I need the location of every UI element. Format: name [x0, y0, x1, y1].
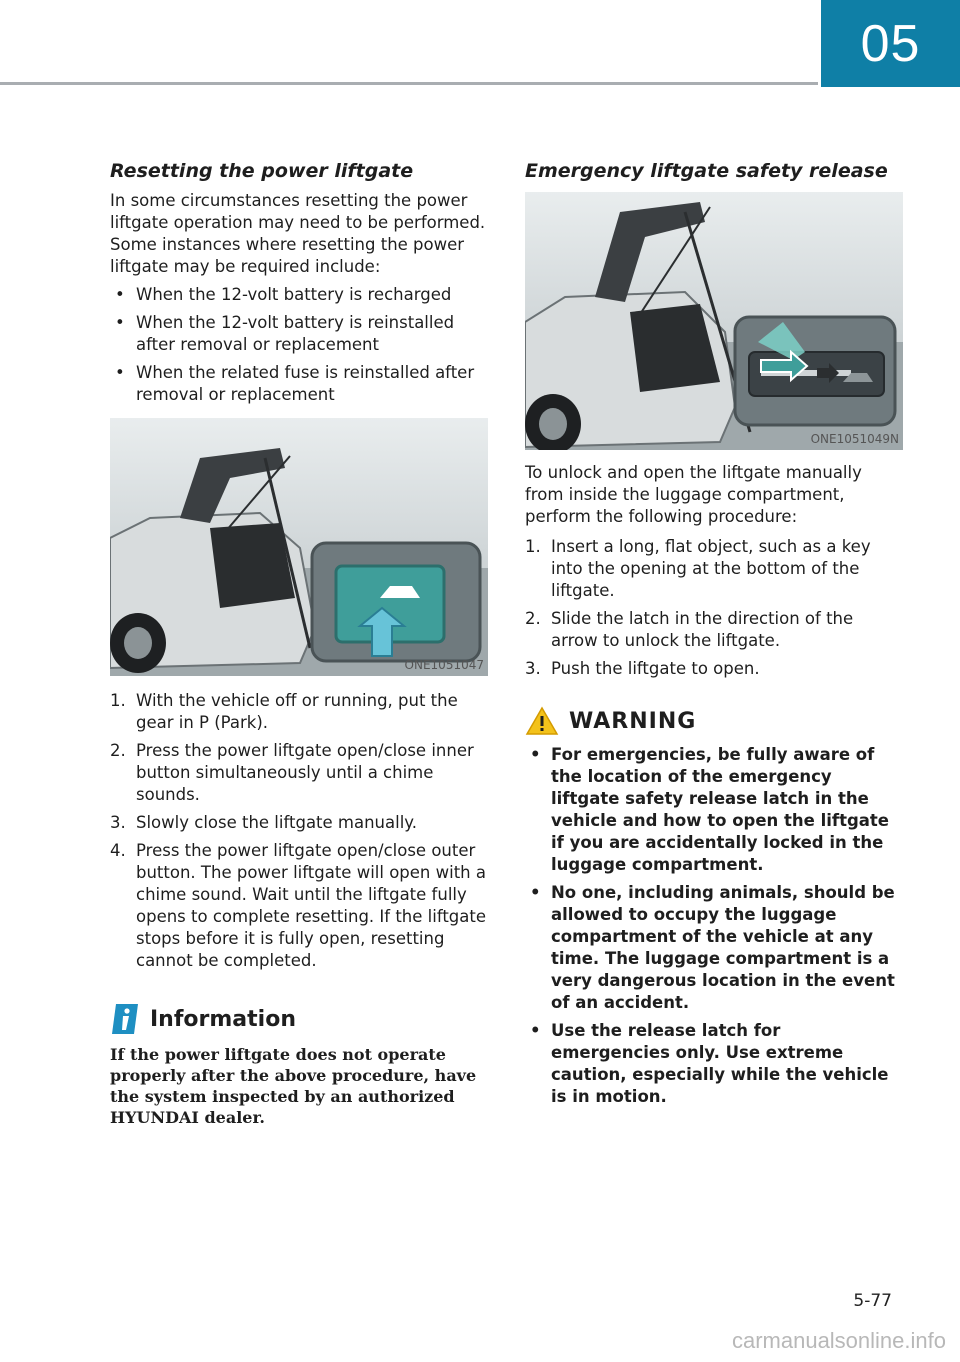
information-title: Information: [150, 1006, 296, 1032]
section-title-emergency: Emergency liftgate safety release: [525, 160, 888, 182]
list-item: • When the related fuse is reinstalled after removal or replacement: [110, 362, 488, 406]
information-icon: [110, 1002, 140, 1036]
figure-caption: ONE1051049N: [810, 432, 899, 446]
release-steps: [525, 536, 903, 680]
emergency-release-illustration: [525, 192, 903, 450]
chapter-tab: 05: [821, 0, 960, 87]
intro-paragraph: To unlock and open the liftgate manually from inside the luggage compartment, perform the following procedure:: [525, 463, 862, 526]
list-item: 1. With the vehicle off or running, put the gear in P (Park).: [110, 691, 458, 732]
bullet-list: [110, 284, 488, 406]
information-body: If the power liftgate does not operate properly after the above procedure, have the system inspected by an authorized HYUNDAI dealer.: [110, 1045, 477, 1127]
warning-header: [525, 706, 903, 736]
warning-list: [525, 744, 903, 1108]
list-item: 3. Slowly close the liftgate manually.: [110, 813, 417, 832]
list-item: 2. Press the power liftgate open/close inner button simultaneously until a chime sounds.: [110, 741, 474, 804]
watermark: carmanualsonline.info: [731, 1328, 946, 1353]
liftgate-button-illustration: [110, 418, 488, 676]
section-title-resetting: Resetting the power liftgate: [110, 160, 414, 182]
list-item: • When the 12-volt battery is reinstalled after removal or replacement: [110, 312, 488, 356]
intro-paragraph: In some circumstances resetting the power liftgate operation may need to be performed. Some instances where resetting the power liftgate may be required include:: [110, 191, 486, 276]
list-item: 2. Slide the latch in the direction of the arrow to unlock the liftgate.: [525, 609, 854, 650]
list-item: • For emergencies, be fully aware of the location of the emergency liftgate safety release latch in the vehicle and how to open the liftgate if you are accidentally locked in the luggage compartment.: [525, 744, 903, 876]
figure-caption: ONE1051047: [404, 658, 484, 672]
page-number: 5-77: [853, 1291, 892, 1311]
list-item: 3. Push the liftgate to open.: [525, 659, 760, 678]
information-header: [110, 1002, 488, 1036]
warning-icon: [525, 706, 559, 736]
left-column: [110, 160, 488, 1128]
warning-title: WARNING: [569, 708, 697, 734]
header-rule: [0, 82, 818, 85]
reset-steps: [110, 690, 488, 972]
list-item: • When the 12-volt battery is recharged: [110, 284, 488, 306]
list-item: • Use the release latch for emergencies only. Use extreme caution, especially while the vehicle is in motion.: [525, 1020, 903, 1108]
right-column: [525, 160, 903, 1114]
list-item: 4. Press the power liftgate open/close outer button. The power liftgate will open with a chime sound. Wait until the liftgate fully opens to complete resetting. If the liftgate stops before it is fully open, resetting cannot be completed.: [110, 841, 487, 970]
list-item: • No one, including animals, should be allowed to occupy the luggage compartment of the vehicle at any time. The luggage compartment is a very dangerous location in the event of an accident.: [525, 882, 903, 1014]
list-item: 1. Insert a long, flat object, such as a key into the opening at the bottom of the liftgate.: [525, 537, 871, 600]
